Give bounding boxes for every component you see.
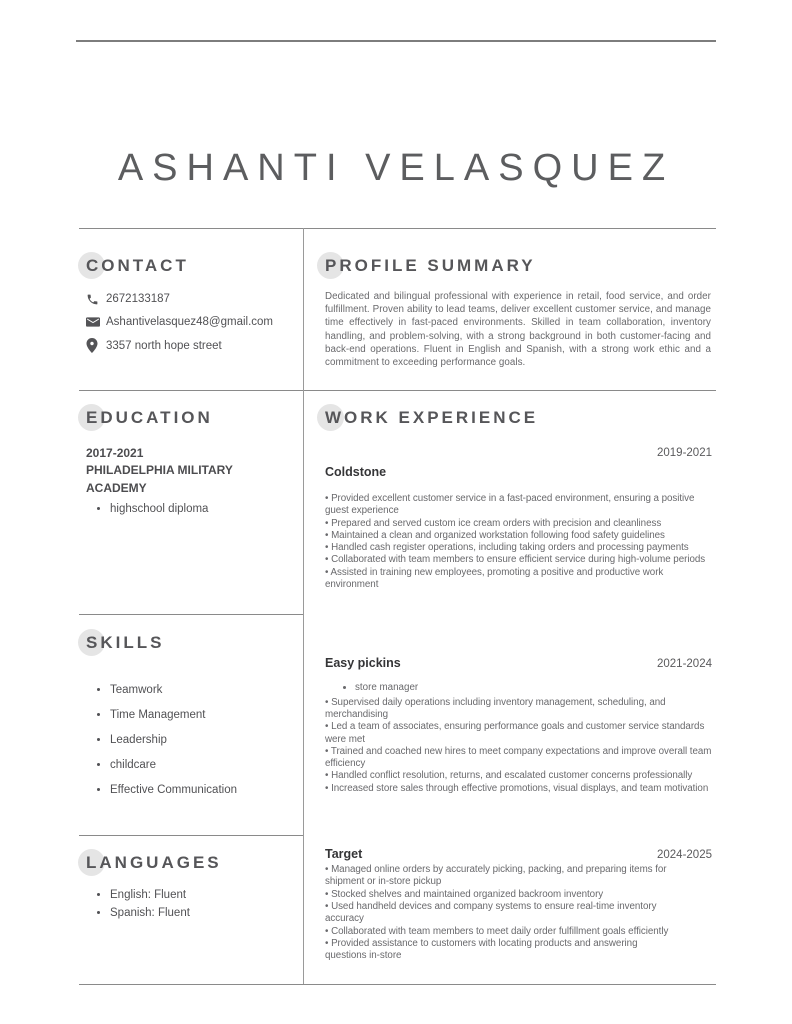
job-bullet: • Increased store sales through effective promotions, visual displays, and team motivation bbox=[325, 783, 712, 795]
job-dates: 2019-2021 bbox=[657, 447, 712, 459]
contact-heading: CONTACT bbox=[86, 256, 189, 275]
location-icon bbox=[86, 338, 106, 353]
skill-item: • Leadership bbox=[110, 733, 301, 747]
top-rule bbox=[76, 40, 716, 42]
job-bullet: • Prepared and served custom ice cream orders with precision and cleanliness bbox=[325, 518, 712, 530]
job-company: Coldstone bbox=[325, 465, 387, 479]
skill-item: • Time Management bbox=[110, 708, 301, 722]
contact-section bbox=[86, 255, 301, 362]
job-entry-coldstone bbox=[325, 446, 712, 591]
languages-list bbox=[86, 888, 301, 920]
left-divider-rule-2 bbox=[79, 835, 303, 836]
job-bullet: • Maintained a clean and organized workstation following food safety guidelines bbox=[325, 530, 712, 542]
street-address: 3357 north hope street bbox=[106, 339, 222, 352]
education-detail-item: • highschool diploma bbox=[110, 502, 301, 516]
profile-summary-text: Dedicated and bilingual professional with experience in retail, food service, and order fulfillment. Proven ability to lead teams, deliver excellent customer service, and manage time effectively in fast-paced environments. Skilled in team collaboration, inventory handling, and problem-solving, with a strong background in both customer-facing and back-end operations. Fluent in English and Spanish, with a strong work ethic and a commitment to exceeding performance goals. bbox=[325, 291, 711, 369]
job-role-list bbox=[325, 682, 712, 694]
job-entry-easy-pickins bbox=[325, 651, 712, 795]
email-address: Ashantivelasquez48@gmail.com bbox=[106, 316, 274, 328]
job-bullet: • Assisted in training new employees, promoting a positive and productive work environment bbox=[325, 567, 712, 592]
job-bullets bbox=[325, 493, 712, 591]
contact-list bbox=[86, 292, 301, 353]
skill-item: • childcare bbox=[110, 758, 301, 772]
education-details-list bbox=[86, 502, 301, 516]
job-bullet: • Stocked shelves and maintained organized backroom inventory bbox=[325, 889, 679, 901]
languages-section bbox=[86, 852, 301, 924]
job-dates: 2024-2025 bbox=[657, 849, 712, 862]
job-role-item: • store manager bbox=[355, 682, 712, 694]
header-divider-rule bbox=[79, 228, 716, 229]
profile-summary-section bbox=[325, 255, 711, 369]
phone-number: 2672133187 bbox=[106, 293, 170, 305]
job-bullet: • Led a team of associates, ensuring performance goals and customer service standards were met bbox=[325, 721, 712, 746]
language-item: • English: Fluent bbox=[110, 888, 301, 902]
job-entry-target bbox=[325, 842, 712, 962]
job-company: Easy pickins bbox=[325, 656, 401, 671]
skills-list bbox=[86, 683, 301, 797]
left-divider-rule-1 bbox=[79, 614, 303, 615]
job-bullet: • Supervised daily operations including inventory management, scheduling, and merchandising bbox=[325, 697, 712, 722]
job-bullet: • Handled cash register operations, including taking orders and processing payments bbox=[325, 542, 712, 554]
skills-heading: SKILLS bbox=[86, 633, 165, 652]
phone-icon bbox=[86, 293, 106, 306]
job-bullet: • Handled conflict resolution, returns, and escalated customer concerns professionally bbox=[325, 770, 712, 782]
job-bullet: • Used handheld devices and company systems to ensure real-time inventory accuracy bbox=[325, 901, 679, 926]
job-bullet: • Collaborated with team members to ensure efficient service during high-volume periods bbox=[325, 554, 712, 566]
education-heading: EDUCATION bbox=[86, 408, 213, 427]
education-years: 2017-2021 bbox=[86, 446, 144, 460]
skill-item: • Effective Communication bbox=[110, 783, 301, 797]
languages-heading: LANGUAGES bbox=[86, 853, 222, 872]
vertical-column-divider bbox=[303, 228, 304, 984]
bottom-rule bbox=[79, 984, 716, 985]
job-company: Target bbox=[325, 847, 363, 862]
job-bullets bbox=[325, 697, 712, 795]
skill-item: • Teamwork bbox=[110, 683, 301, 697]
job-bullet: • Collaborated with team members to meet daily order fulfillment goals efficiently bbox=[325, 926, 679, 938]
job-bullet: • Trained and coached new hires to meet company expectations and improve overall team efficiency bbox=[325, 746, 712, 771]
contact-item-address bbox=[86, 338, 301, 353]
contact-item-phone bbox=[86, 292, 301, 306]
education-school: PHILADELPHIA MILITARY ACADEMY bbox=[86, 463, 233, 495]
job-bullet: • Provided excellent customer service in a fast-paced environment, ensuring a positive guest experience bbox=[325, 493, 712, 518]
job-bullet: • Provided assistance to customers with locating products and answering questions in-store bbox=[325, 938, 679, 963]
work-experience-section bbox=[325, 407, 712, 962]
work-experience-heading: WORK EXPERIENCE bbox=[325, 408, 539, 427]
education-section bbox=[86, 407, 301, 516]
person-name: ASHANTI VELASQUEZ bbox=[117, 147, 675, 189]
skills-section bbox=[86, 632, 301, 808]
language-item: • Spanish: Fluent bbox=[110, 906, 301, 920]
job-header bbox=[325, 842, 712, 862]
job-header bbox=[325, 651, 712, 671]
job-bullets bbox=[325, 864, 679, 962]
email-icon bbox=[86, 316, 106, 328]
mid-divider-rule bbox=[79, 390, 716, 391]
job-bullet: • Managed online orders by accurately picking, packing, and preparing items for shipment or in-store pickup bbox=[325, 864, 679, 889]
job-dates: 2021-2024 bbox=[657, 658, 712, 671]
contact-item-email bbox=[86, 315, 301, 329]
profile-summary-heading: PROFILE SUMMARY bbox=[325, 256, 536, 275]
